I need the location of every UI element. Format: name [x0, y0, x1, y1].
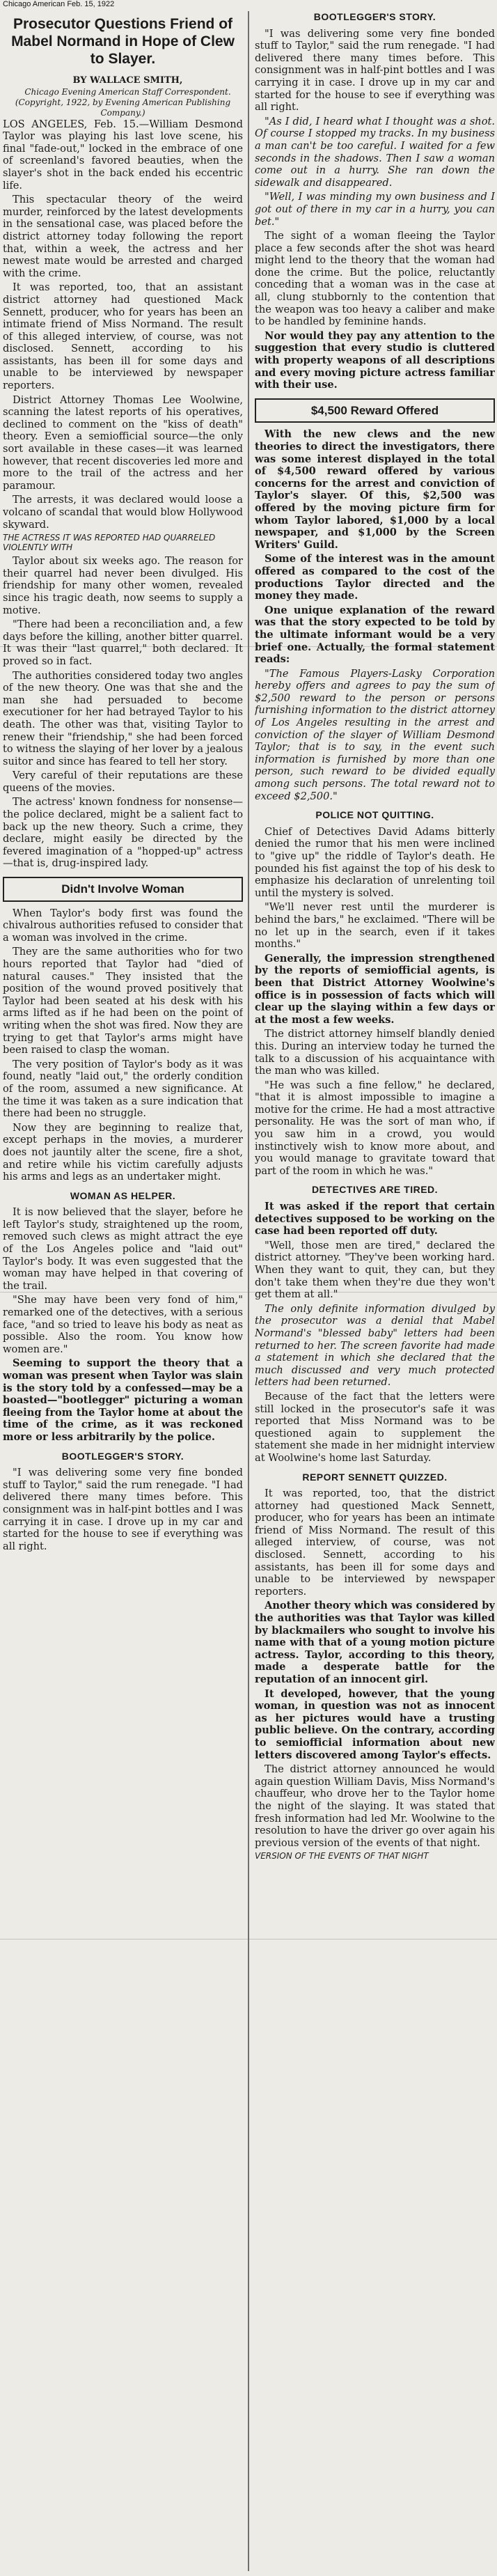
paragraph-bold: With the new clews and the new theories to direct the investigators, there was some interest displayed in the total of $4,500 reward offered by various concerns for the arrest and conviction of Taylor's slayer. Of this, $2,500 was offered by the moving picture firm for whom Taylor labored, $1,000 by a local newspaper, and $1,000 by the Screen Writers' Guild. [255, 428, 495, 551]
subheading: BOOTLEGGER'S STORY. [61, 1450, 184, 1462]
dateline: Chicago American Feb. 15, 1922 [3, 0, 115, 8]
subheading: BOOTLEGGER'S STORY. [313, 11, 436, 22]
paragraph: They are the same authorities who for two hours reported that Taylor had "died of natural causes." They insisted that the position of the wound proved positively that Taylor had been seated at his desk with his arms lifted as if he had been on the point of writing when the shot was fired. Now they are trying to get that Taylor's arms might have been raised to clasp the woman. [3, 946, 243, 1056]
paragraph: Very careful of their reputations are these queens of the movies. [3, 770, 243, 794]
paragraph-bold: It was asked if the report that certain detectives supposed to be working on the case had been reported off duty. [255, 1201, 495, 1238]
paragraph: "There had been a reconciliation and, a few days before the killing, another bitter quarrel. It was their "last quarrel," both declared. It proved so in fact. [3, 618, 243, 667]
paragraph: This spectacular theory of the weird murder, reinforced by the latest developments in the sensational case, was placed before the district attorney today following the report that, within a week, the actress and her newest mate would be arrested and charged with the crime. [3, 194, 243, 279]
paragraph: "I was delivering some very fine bonded stuff to Taylor," said the rum renegade. "I had delivered there many times before. This consignment was in half-pint bottles and I was carrying it in case. I drove up in my car and started for the house to see if everything was all right. [3, 1467, 243, 1552]
byline-credit: Chicago Evening American Staff Correspondent. (Copyright, 1922, by Evening American Publishing Company.) [15, 86, 231, 118]
paragraph: It is now believed that the slayer, before he left Taylor's study, straightened up the room, removed such clews as might attract the eye of the Los Angeles police and "laid out" Taylor's body. It was even suggested that the woman may have helped in that covering of the trail. [3, 1206, 243, 1292]
paragraph-bold: It developed, however, that the young woman, in question was not as innocent as her pictures would have a trusting public believe. On the contrary, according to semiofficial information about new letters discovered among Taylor's effects. [255, 1687, 495, 1761]
paragraph-bold: Seeming to support the theory that a woman was present when Taylor was slain is the story told by a confessed—may be a boasted—"bootlegger" picturing a woman fleeing from the Taylor home at about the time of the crime, as it was reckoned more or less arbitrarily by the police. [3, 1357, 243, 1443]
handwritten-annotation: THE ACTRESS IT WAS REPORTED HAD QUARRELED VIOLENTLY WITH [3, 533, 216, 553]
handwritten-annotation: VERSION OF THE EVENTS OF THAT NIGHT [255, 1851, 429, 1861]
paragraph-bold: Nor would they pay any attention to the suggestion that every studio is cluttered with property weapons of all descriptions and every moving picture actress familiar with their use. [255, 329, 495, 391]
paragraph: The actress' known fondness for nonsense—the police declared, might be a salient fact to back up the new theory. Such a crime, they declare, might easily be directed by the fevered imagination of a "hopped-up" actress—that is, drug-inspired lady. [3, 796, 243, 870]
paragraph: Taylor about six weeks ago. The reason for their quarrel had never been divulged. His friendship for many other women, revealed since his tragic death, now seems to supply a motive. [3, 555, 243, 616]
paragraph: "He was such a fine fellow," he declared, "that it is almost impossible to imagine a motive for the crime. He had a most attractive personality. He was the sort of man who, if you saw him in a crowd, you would instinctively wish to know more about, and you would manage to gravitate toward that part of the room in which he was." [255, 1079, 495, 1177]
subheading: POLICE NOT QUITTING. [315, 809, 434, 821]
paragraph: Because of the fact that the letters were still locked in the prosecutor's safe it was reported that Miss Normand was to be questioned again to supplement the statement she made in her midnight interview at Woolwine's home last Saturday. [255, 1390, 495, 1464]
paragraph-bold: Another theory which was considered by the authorities was that Taylor was killed by blackmailers who sought to involve his name with that of a young motion picture actress. Taylor, according to this theory, made a desperate battle for the reputation of an innocent girl. [255, 1600, 495, 1685]
paragraph-italic: "Well, I was minding my own business and I got out of there in my car in a hurry, you can bet." [255, 191, 495, 228]
byline: BY WALLACE SMITH, [72, 75, 183, 86]
paragraph: The sight of a woman fleeing the Taylor place a few seconds after the shot was heard might lend to the theory that the woman had done the crime. But the police, reluctantly conceding that a woman was in the case at all, clung stubbornly to the contention that the weapon was too heavy a caliber and make to be handled by feminine hands. [255, 230, 495, 328]
subheading: DETECTIVES ARE TIRED. [311, 1184, 439, 1196]
right-column [255, 11, 495, 2571]
paragraph: The district attorney himself blandly denied this. During an interview today he turned the talk to a discussion of his acquaintance with the man who was killed. [255, 1028, 495, 1077]
paragraph: The authorities considered today two angles of the new theory. One was that she and the man she had persuaded to become executioner for her had betrayed Taylor to his death. The other was that, visiting Taylor to renew their "friendship," she had been forced to witness the slaying of her lover by a jealous suitor and since has feared to tell her story. [3, 669, 243, 767]
column-rule [248, 11, 249, 2571]
subheading: REPORT SENNETT QUIZZED. [302, 1471, 448, 1483]
paragraph: It was reported, too, that the district attorney had questioned Mack Sennett, producer, who for years has been an intimate friend of Miss Normand. The result of this alleged interview, of course, was not disclosed. Sennett, according to his assistants, has been ill for some days and unable to be interviewed by newspaper reporters. [255, 1488, 495, 1598]
headline: Prosecutor Questions Friend of Mabel Normand in Hope of Clew to Slayer. [11, 16, 235, 67]
paragraph: Chief of Detectives David Adams bitterly denied the rumor that his men were inclined to "give up" the riddle of Taylor's death. He pounded his fist against the top of his desk to emphasize his declaration of unrelenting toil until the mystery is solved. [255, 825, 495, 899]
paragraph: When Taylor's body first was found the chivalrous authorities refused to consider that a woman was involved in the crime. [3, 907, 243, 944]
paragraph: District Attorney Thomas Lee Woolwine, scanning the latest reports of his operatives, declined to comment on the "kiss of death" theory. Even a semiofficial source—the only sort available in these cases—it was learned however, that recent discoveries led more and more to the trail of the actress and her paramour. [3, 393, 243, 492]
paragraph: It was reported, too, that an assistant district attorney had questioned Mack Sennett, producer, who for years has been an intimate friend of Miss Normand. The result of this alleged interview, of course, was not disclosed. Sennett, according to his assistants, has been ill for some days and unable to be interviewed by newspaper reporters. [3, 281, 243, 392]
paragraph: Now they are beginning to realize that, except perhaps in the movies, a murderer does not jauntily alter the scene, fire a shot, and retire while his victim carefully adjusts his arms and legs as an undertaker might. [3, 1121, 243, 1183]
paragraph-bold: Generally, the impression strengthened by the reports of semiofficial agents, is been that District Attorney Woolwine's office is in possession of facts which will clear up the slaying within a few days or at the most a few weeks. [255, 952, 495, 1026]
paragraph-italic: The only definite information divulged by the prosecutor was a denial that Mabel Normand's "blessed baby" letters had been returned to her. The screen favorite had made a statement in which she declared that the much discussed and very much protected letters had been returned. [255, 1302, 495, 1389]
left-column [3, 11, 243, 2571]
subheading: WOMAN AS HELPER. [70, 1189, 176, 1201]
paragraph: The district attorney announced he would again question William Davis, Miss Normand's chauffeur, who drove her to the Taylor home the night of the slaying. It was stated that fresh information had led Mr. Woolwine to the resolution to have the driver go over again his previous version of the events of that night. [255, 1763, 495, 1849]
paragraph: "I was delivering some very fine bonded stuff to Taylor," said the rum renegade. "I had delivered there many times before. This consignment was in half-pint bottles and I was carrying it in case. I drove up in my car and started for the house to see if everything was all right. [255, 27, 495, 114]
paragraph: LOS ANGELES, Feb. 15.—William Desmond Taylor was playing his last love scene, his final "fade-out," locked in the embrace of one of screenland's favored beauties, when the slayer's shot in the back ended his eccentric life. [3, 118, 243, 192]
paragraph: The very position of Taylor's body as it was found, neatly "laid out," the orderly condition of the room, assumed a new significance. At the time it was taken as a sure indication that there had been no struggle. [3, 1058, 243, 1120]
paragraph: The arrests, it was declared would loose a volcano of scandal that would blow Hollywood skyward. [3, 494, 243, 531]
paragraph: "She may have been very fond of him," remarked one of the detectives, with a serious face, "and so tried to leave his body as neat as possible. Also the room. You know how women are." [3, 1294, 243, 1355]
paragraph-italic: "As I did, I heard what I thought was a shot. Of course I stopped my tracks. In my business a man can't be too careful. I waited for a few seconds in the shadows. Then I saw a woman come out in a hurry. She ran down the sidewalk and disappeared. [255, 115, 495, 189]
paragraph-bold: Some of the interest was in the amount offered as compared to the cost of the productions Taylor directed and the money they made. [255, 553, 495, 602]
paragraph: "We'll never rest until the murderer is behind the bars," he exclaimed. "There will be no let up in the search, even if it takes months." [255, 901, 495, 951]
section-box-heading: $4,500 Reward Offered [255, 398, 495, 423]
paragraph-bold: One unique explanation of the reward was that the story expected to be told by the ultimate informant would be a very brief one. Actually, the formal statement reads: [255, 604, 495, 666]
paragraph-italic: "The Famous Players-Lasky Corporation hereby offers and agrees to pay the sum of $2,500 reward to the person or persons furnishing information to the district attorney of Los Angeles resulting in the arrest and conviction of the slayer of William Desmond Taylor; that is to say, in the event such information is furnished by more than one person, such reward to be divided equally among such persons. The total reward not to exceed $2,500." [255, 667, 495, 802]
paragraph: "Well, those men are tired," declared the district attorney. "They've been working hard. When they want to quit, they can, but they don't take them when they're due they won't get them at all." [255, 1239, 495, 1301]
section-box-heading: Didn't Involve Woman [3, 877, 243, 902]
